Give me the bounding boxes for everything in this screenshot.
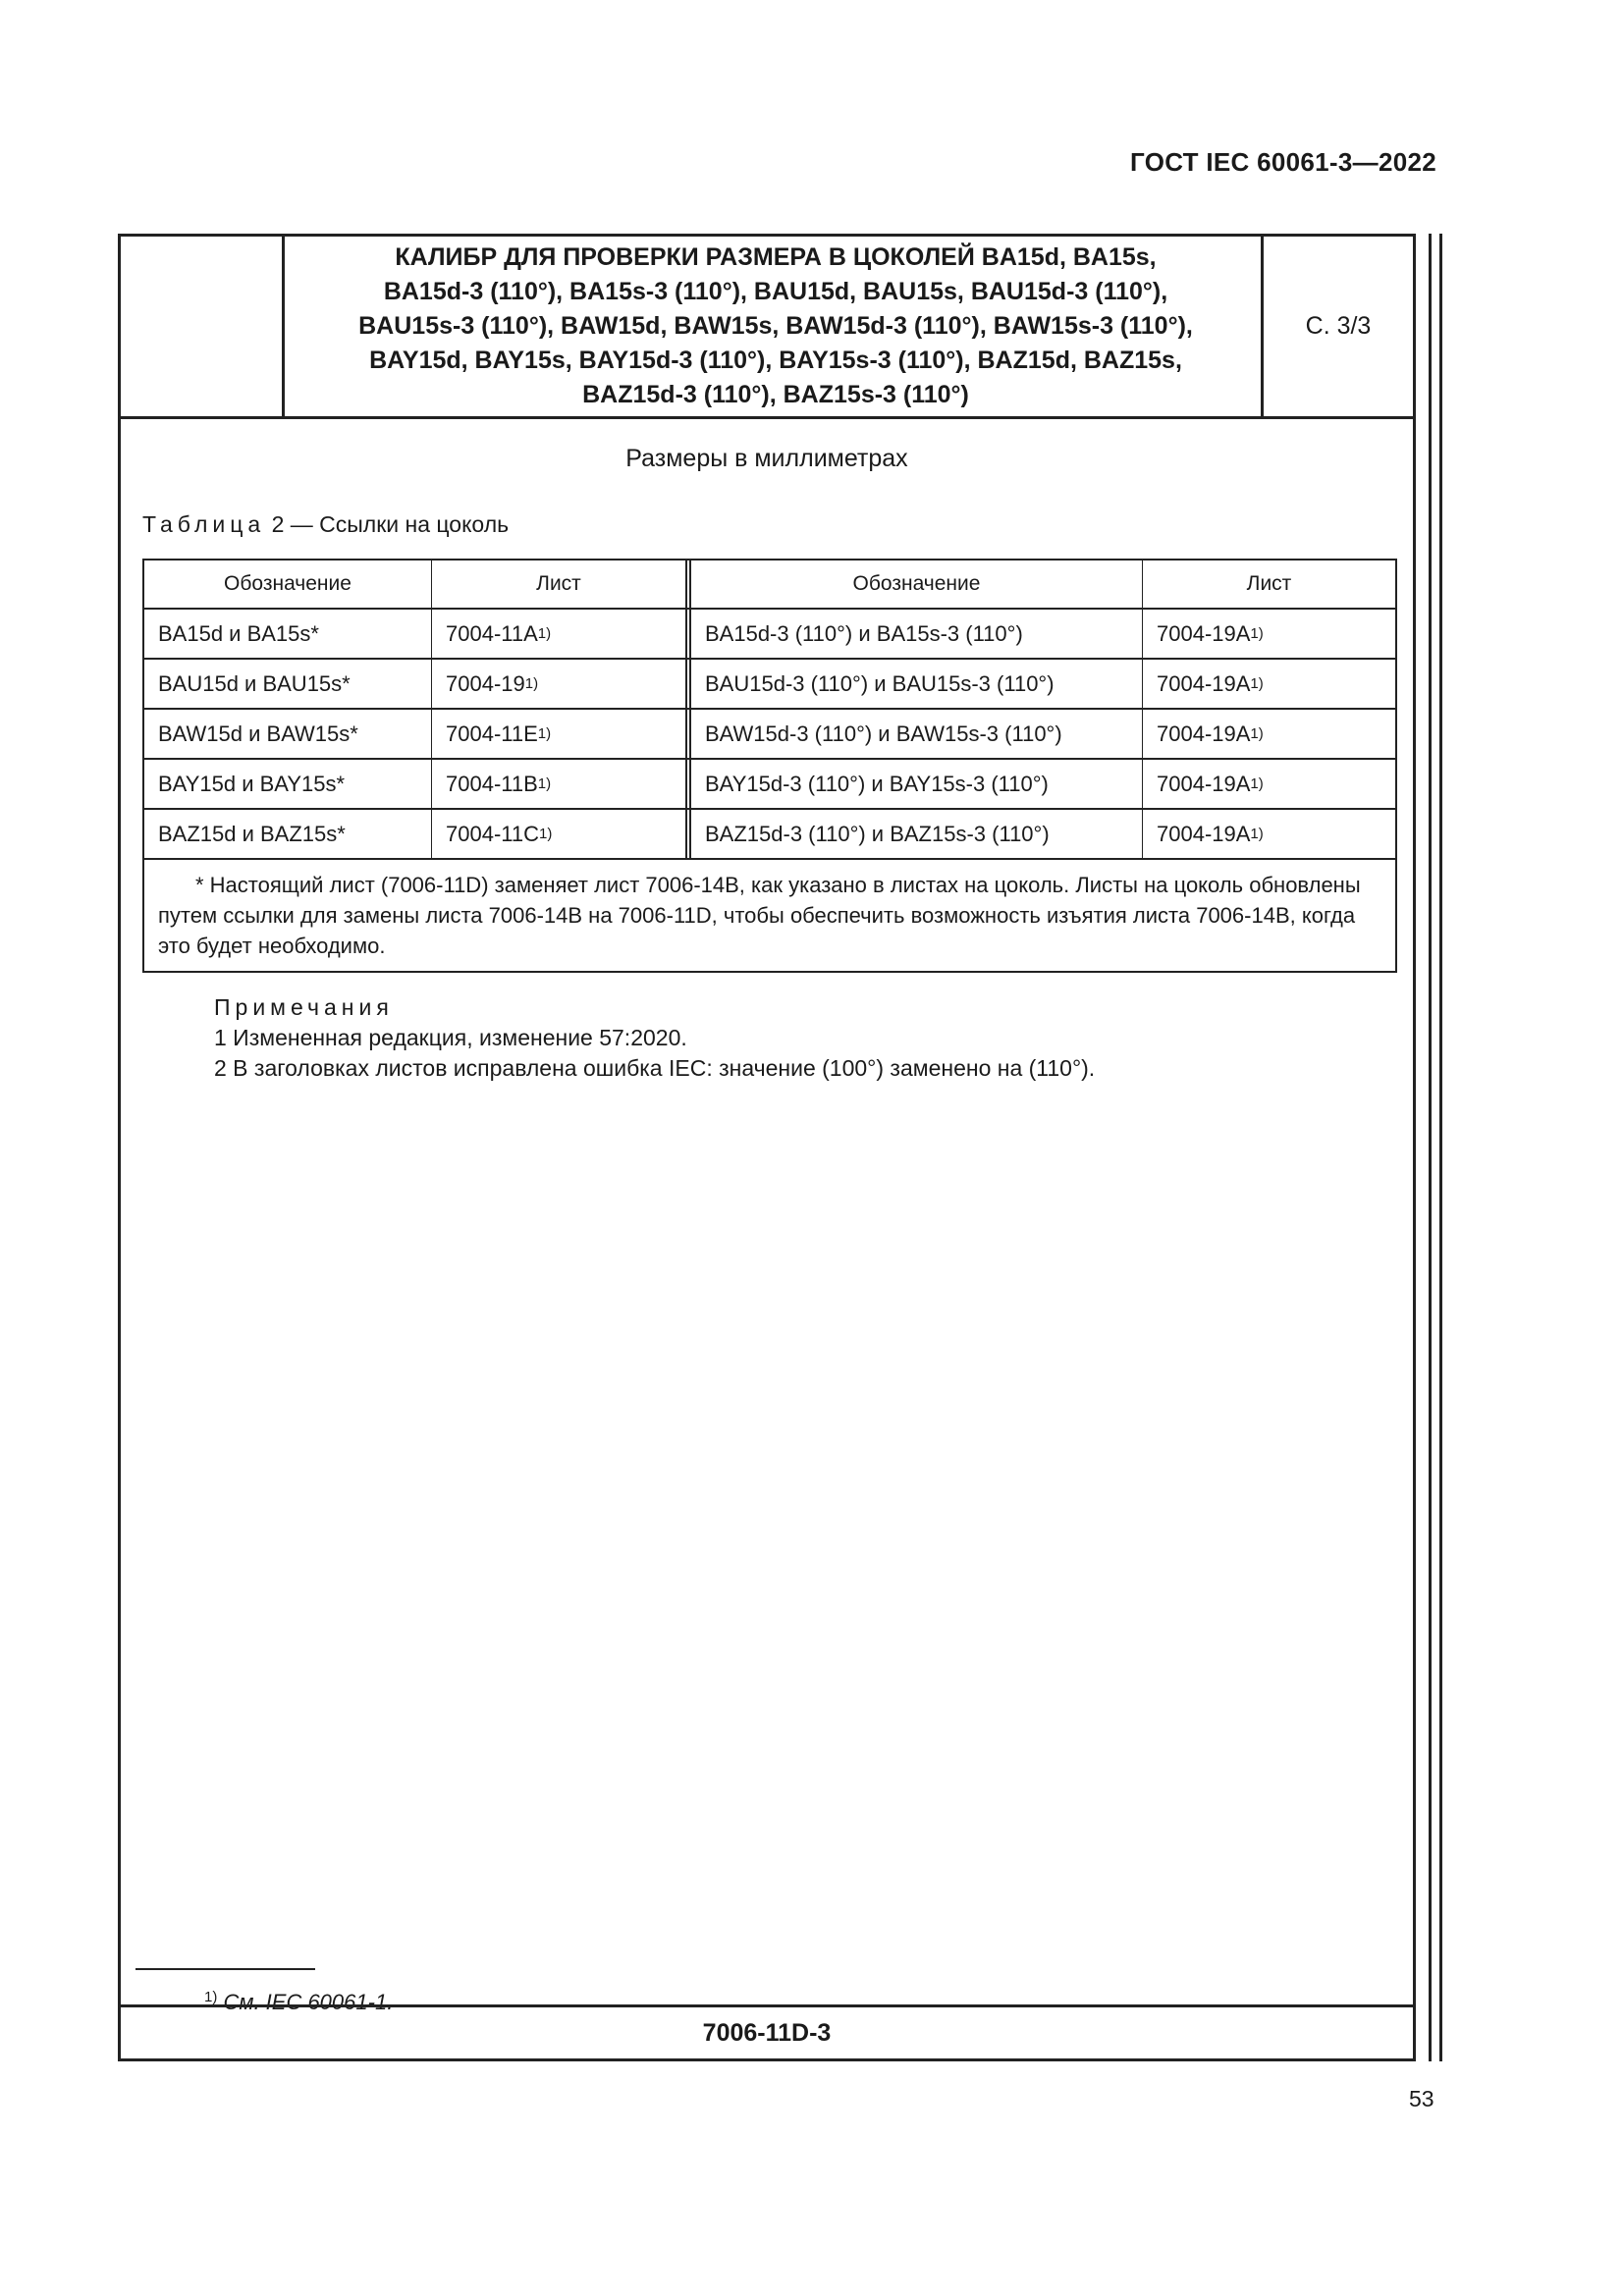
column-header: Обозначение <box>691 561 1143 608</box>
footnote-text: См. IEC 60061-1. <box>223 1990 394 2014</box>
table-row <box>144 660 1395 710</box>
page-number: 53 <box>1409 2086 1434 2111</box>
sheet-ref: 7004-19 <box>446 670 525 696</box>
sheet-ref: 7004-19A <box>1157 771 1251 796</box>
table-cell: BAU15d и BAU15s* <box>144 660 432 708</box>
table-row <box>144 710 1395 760</box>
table-header-row <box>144 561 1395 610</box>
title-block <box>121 237 1413 419</box>
sheet-ref: 7004-19A <box>1157 620 1251 646</box>
reference-table <box>142 559 1397 973</box>
table-cell: 7004-19 1) <box>432 660 691 708</box>
dimensions-note: Размеры в миллиметрах <box>625 445 908 472</box>
notes-heading: Примечания <box>214 994 394 1020</box>
table-cell: BAY15d и BAY15s* <box>144 760 432 808</box>
notes-block <box>214 992 1095 1084</box>
frame-edge-rule <box>1429 234 1432 2061</box>
table-cell: BA15d-3 (110°) и BA15s-3 (110°) <box>691 610 1143 658</box>
table-cell: BAU15d-3 (110°) и BAU15s-3 (110°) <box>691 660 1143 708</box>
column-header: Обозначение <box>144 561 432 608</box>
table-cell: BA15d и BA15s* <box>144 610 432 658</box>
table-cell: 7004-19A 1) <box>1157 821 1264 846</box>
table-cell: 7004-11B 1) <box>432 760 691 808</box>
title-block-blank-cell <box>121 237 285 416</box>
column-header: Лист <box>1246 572 1292 595</box>
table-cell: BAW15d и BAW15s* <box>144 710 432 758</box>
sheet-title-line: КАЛИБР ДЛЯ ПРОВЕРКИ РАЗМЕРА B ЦОКОЛЕЙ BA15d, BA15s, <box>395 243 1157 271</box>
table-row <box>144 610 1395 660</box>
table-cell: BAY15d-3 (110°) и BAY15s-3 (110°) <box>691 760 1143 808</box>
sheet-title-line: BAY15d, BAY15s, BAY15d-3 (110°), BAY15s-3 (110°), BAZ15d, BAZ15s, <box>369 347 1182 374</box>
table-cell: 7004-19A 1) <box>1157 620 1264 646</box>
sheet-ref: 7004-11A <box>446 620 538 646</box>
sheet-title-line: BAU15s-3 (110°), BAW15d, BAW15s, BAW15d-3 (110°), BAW15s-3 (110°), <box>358 312 1193 340</box>
table-row <box>144 810 1395 860</box>
table-cell: 7004-11A 1) <box>432 610 691 658</box>
table-cell: 7004-19A 1) <box>1157 670 1264 696</box>
sheet-ref: 7004-19A <box>1157 670 1251 696</box>
sheet-title <box>285 237 1267 416</box>
sheet-ref: 7004-19A <box>1157 821 1251 846</box>
table-caption <box>142 511 509 538</box>
sheet-ref: 7004-11B <box>446 771 538 796</box>
table-note: * Настоящий лист (7006-11D) заменяет лист 7006-14B, как указано в листах на цоколь. Листы на цоколь обновлены путем ссылки для замены листа 7006-14B на 7006-11D, чтобы обеспечить возможность изъятия листа 7006-14B, когда это будет необходимо. <box>158 873 1361 958</box>
sheet-code: 7006-11D-3 <box>121 2004 1413 2058</box>
table-cell: BAZ15d-3 (110°) и BAZ15s-3 (110°) <box>691 810 1143 858</box>
sheet-ref: 7004-19A <box>1157 721 1251 746</box>
sheet-frame <box>118 234 1416 2061</box>
sheet-title-line: BA15d-3 (110°), BA15s-3 (110°), BAU15d, BAU15s, BAU15d-3 (110°), <box>383 278 1168 305</box>
sheet-ref: 7004-11C <box>446 821 539 846</box>
standard-code: ГОСТ IEC 60061-3—2022 <box>1130 147 1436 177</box>
footnote-mark: 1) <box>204 1989 218 2005</box>
table-caption-text: 2 — Ссылки на цоколь <box>265 511 510 537</box>
table-cell: 7004-11C 1) <box>432 810 691 858</box>
table-cell: BAZ15d и BAZ15s* <box>144 810 432 858</box>
table-row <box>144 760 1395 810</box>
sheet-page-ref: С. 3/3 <box>1261 237 1413 416</box>
column-header: Лист <box>432 561 691 608</box>
footnote-separator <box>135 1968 315 1970</box>
sheet-ref: 7004-11E <box>446 721 538 746</box>
table-cell: BAW15d-3 (110°) и BAW15s-3 (110°) <box>691 710 1143 758</box>
sheet-title-line: BAZ15d-3 (110°), BAZ15s-3 (110°) <box>582 381 969 408</box>
note-item: 1 Измененная редакция, изменение 57:2020. <box>214 1025 687 1050</box>
note-item: 2 В заголовках листов исправлена ошибка IEC: значение (100°) заменено на (110°). <box>214 1055 1096 1081</box>
table-cell: 7004-19A 1) <box>1157 721 1264 746</box>
frame-edge-rule <box>1439 234 1442 2061</box>
table-caption-label: Таблица <box>142 511 266 537</box>
table-cell: 7004-11E 1) <box>432 710 691 758</box>
table-cell: 7004-19A 1) <box>1157 771 1264 796</box>
